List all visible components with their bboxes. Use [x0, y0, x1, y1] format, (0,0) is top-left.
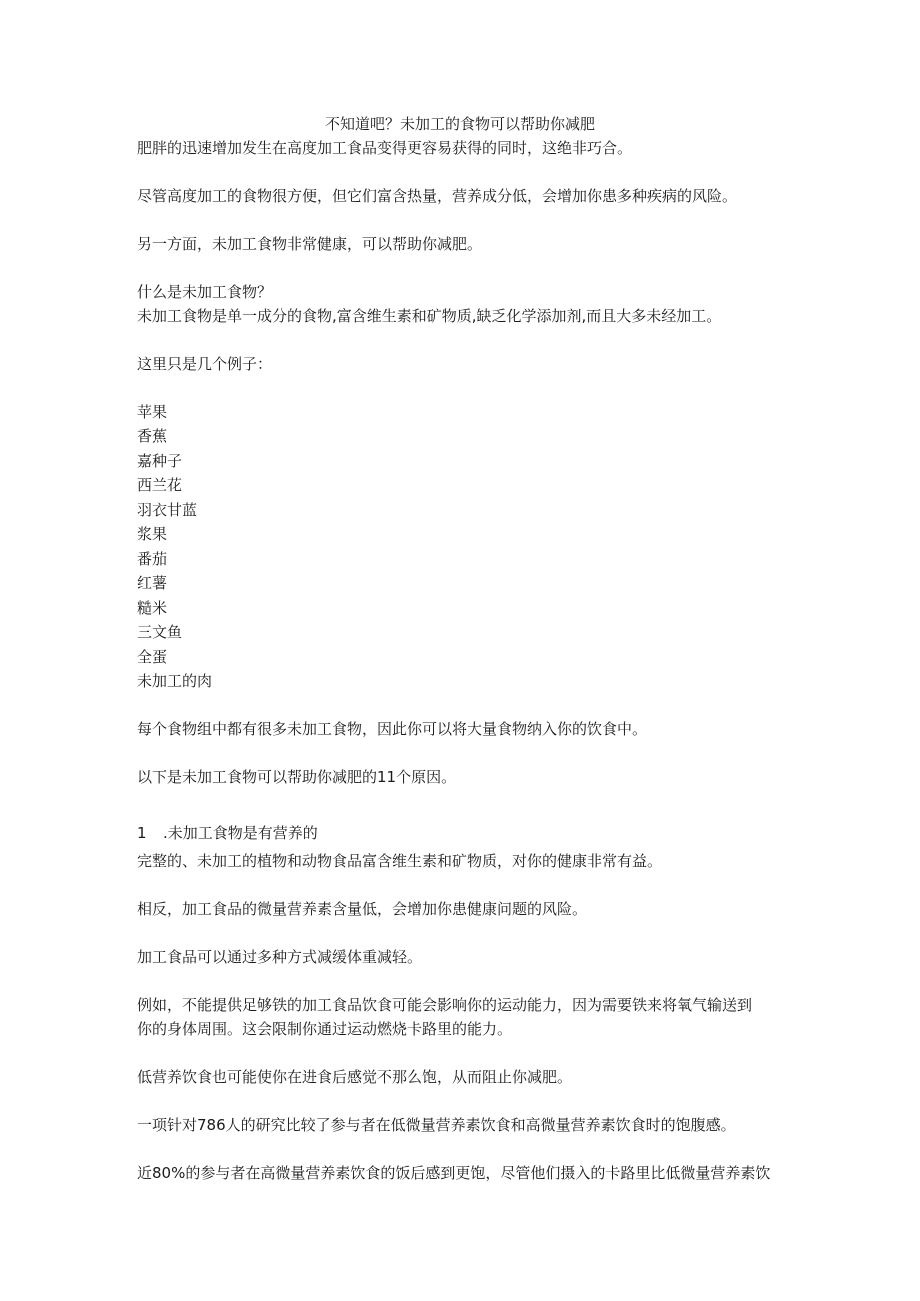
section-1-closing-3: 近80%的参与者在高微量营养素饮食的饭后感到更饱，尽管他们摄入的卡路里比低微量营养素饮: [137, 1164, 771, 1182]
section-1-paragraph-2: 相反，加工食品的微量营养素含量低，会增加你患健康问题的风险。: [137, 900, 588, 918]
document-title: 不知道吧？未加工的食物可以帮助你减肥: [324, 115, 595, 133]
list-item: 番茄: [137, 550, 168, 568]
after-list-paragraph-2: 以下是未加工食物可以帮助你减肥的11个原因。: [137, 768, 457, 786]
list-item: 三文鱼: [137, 623, 183, 641]
section-1-closing-1: 低营养饮食也可能使你在进食后感觉不那么饱，从而阻止你减肥。: [137, 1068, 573, 1086]
list-item: 羽衣甘蓝: [137, 501, 198, 519]
list-item: 未加工的肉: [137, 672, 213, 690]
list-item: 全蛋: [137, 648, 168, 666]
what-is-answer: 未加工食物是单一成分的食物,富含维生素和矿物质,缺乏化学添加剂,而且大多未经加工。: [137, 307, 722, 325]
examples-intro: 这里只是几个例子：: [137, 355, 273, 373]
list-item: 西兰花: [137, 476, 183, 494]
intro-paragraph-2: 尽管高度加工的食物很方便，但它们富含热量，营养成分低，会增加你患多种疾病的风险。: [137, 187, 738, 205]
list-item: 香蕉: [137, 427, 168, 445]
what-is-question: 什么是未加工食物？: [137, 283, 273, 301]
list-item: 嘉种子: [137, 452, 183, 470]
section-1-example-line-2: 你的身体周围。这会限制你通过运动燃烧卡路里的能力。: [137, 1020, 513, 1038]
list-item: 苹果: [137, 403, 168, 421]
intro-paragraph-3: 另一方面，未加工食物非常健康，可以帮助你减肥。: [137, 235, 483, 253]
section-1-paragraph-3: 加工食品可以通过多种方式减缓体重减轻。: [137, 948, 423, 966]
section-1-paragraph-1: 完整的、未加工的植物和动物食品富含维生素和矿物质，对你的健康非常有益。: [137, 852, 663, 870]
section-1-example-line-1: 例如，不能提供足够铁的加工食品饮食可能会影响你的运动能力，因为需要铁来将氧气输送到: [137, 996, 753, 1014]
section-1-closing-2: 一项针对786人的研究比较了参与者在低微量营养素饮食和高微量营养素饮食时的饱腹感。: [137, 1116, 736, 1134]
section-1-heading: [137, 822, 318, 844]
section-1-number: 1: [137, 824, 147, 842]
list-item: 浆果: [137, 525, 168, 543]
intro-paragraph-1: 肥胖的迅速增加发生在高度加工食品变得更容易获得的同时，这绝非巧合。: [137, 139, 633, 157]
list-item: 红薯: [137, 574, 168, 592]
after-list-paragraph-1: 每个食物组中都有很多未加工食物，因此你可以将大量食物纳入你的饮食中。: [137, 720, 648, 738]
list-item: 糙米: [137, 599, 168, 617]
section-1-heading-text: .未加工食物是有营养的: [163, 824, 318, 842]
